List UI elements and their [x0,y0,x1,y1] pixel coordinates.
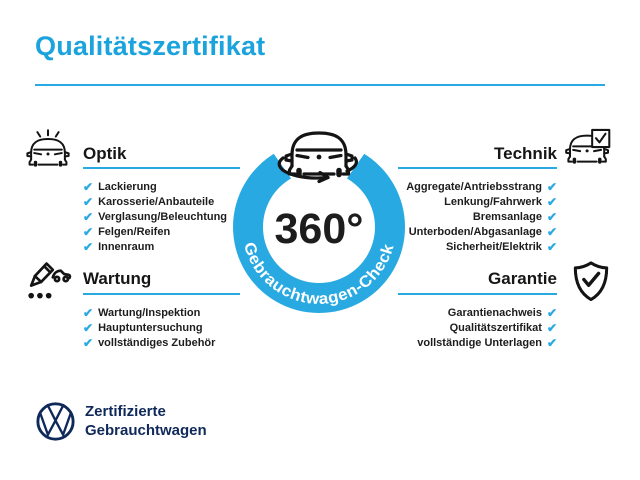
car-shine-icon [23,127,73,171]
service-pencil-car-icon [22,258,72,310]
list-item-label: vollständiges Zubehör [98,336,216,349]
check-icon: ✔ [546,320,557,335]
list-item-label: vollständige Unterlagen [417,336,542,349]
check-icon: ✔ [83,209,94,224]
ring-label: Gebrauchtwagen-Check [239,240,398,309]
list-item [417,335,557,350]
page-title: Qualitätszertifikat [35,31,266,61]
car-checkbox-icon [563,128,615,168]
list-item-label: Qualitätszertifikat [449,321,542,334]
check-icon: ✔ [546,194,557,209]
list-item [83,239,227,254]
list-item-label: Karosserie/Anbauteile [98,195,215,208]
list-item [83,194,227,209]
check-icon: ✔ [83,320,94,335]
list-item-label: Lackierung [98,180,157,193]
checklist-technik [406,179,557,254]
checklist-optik [83,179,227,254]
section-divider-optik [83,167,240,169]
section-divider-wartung [83,293,240,295]
list-item-label: Innenraum [98,240,155,253]
list-item [406,179,557,194]
shield-check-icon [572,260,610,302]
check-icon: ✔ [83,179,94,194]
list-item [83,320,215,335]
list-item [83,224,227,239]
list-item [406,239,557,254]
check-icon: ✔ [546,335,557,350]
section-title-wartung: Wartung [83,269,152,288]
section-title-garantie: Garantie [488,269,557,288]
brand-claim [85,402,207,440]
list-item-label: Verglasung/Beleuchtung [98,210,228,223]
list-item-label: Wartung/Inspektion [98,306,201,319]
list-item [417,320,557,335]
check-icon: ✔ [83,239,94,254]
360-check-ring [218,112,422,318]
section-title-optik: Optik [83,144,127,163]
list-item-label: Aggregate/Antriebsstrang [406,180,542,193]
list-item-label: Garantienachweis [447,306,542,319]
list-item [83,305,215,320]
brand-claim-line1: Zertifizierte [85,403,166,420]
list-item-label: Unterboden/Abgasanlage [408,225,542,238]
title-divider [35,84,605,86]
check-icon: ✔ [546,179,557,194]
list-item-label: Lenkung/Fahrwerk [444,195,542,208]
360-label: 360° [274,205,364,253]
check-icon: ✔ [546,239,557,254]
list-item [83,335,215,350]
brand-claim-line2: Gebrauchtwagen [85,422,207,439]
check-icon: ✔ [83,335,94,350]
check-icon: ✔ [546,209,557,224]
check-icon: ✔ [83,194,94,209]
checklist-wartung [83,305,215,350]
list-item-label: Bremsanlage [472,210,542,223]
vw-logo [35,401,76,442]
list-item-label: Sicherheit/Elektrik [445,240,542,253]
list-item [417,305,557,320]
list-item [406,224,557,239]
list-item-label: Felgen/Reifen [98,225,171,238]
check-icon: ✔ [83,305,94,320]
checklist-garantie [417,305,557,350]
check-icon: ✔ [546,305,557,320]
section-title-technik: Technik [494,144,557,163]
list-item [83,209,227,224]
list-item-label: Hauptuntersuchung [98,321,203,334]
check-icon: ✔ [83,224,94,239]
list-item [83,179,227,194]
list-item [406,209,557,224]
list-item [406,194,557,209]
check-icon: ✔ [546,224,557,239]
